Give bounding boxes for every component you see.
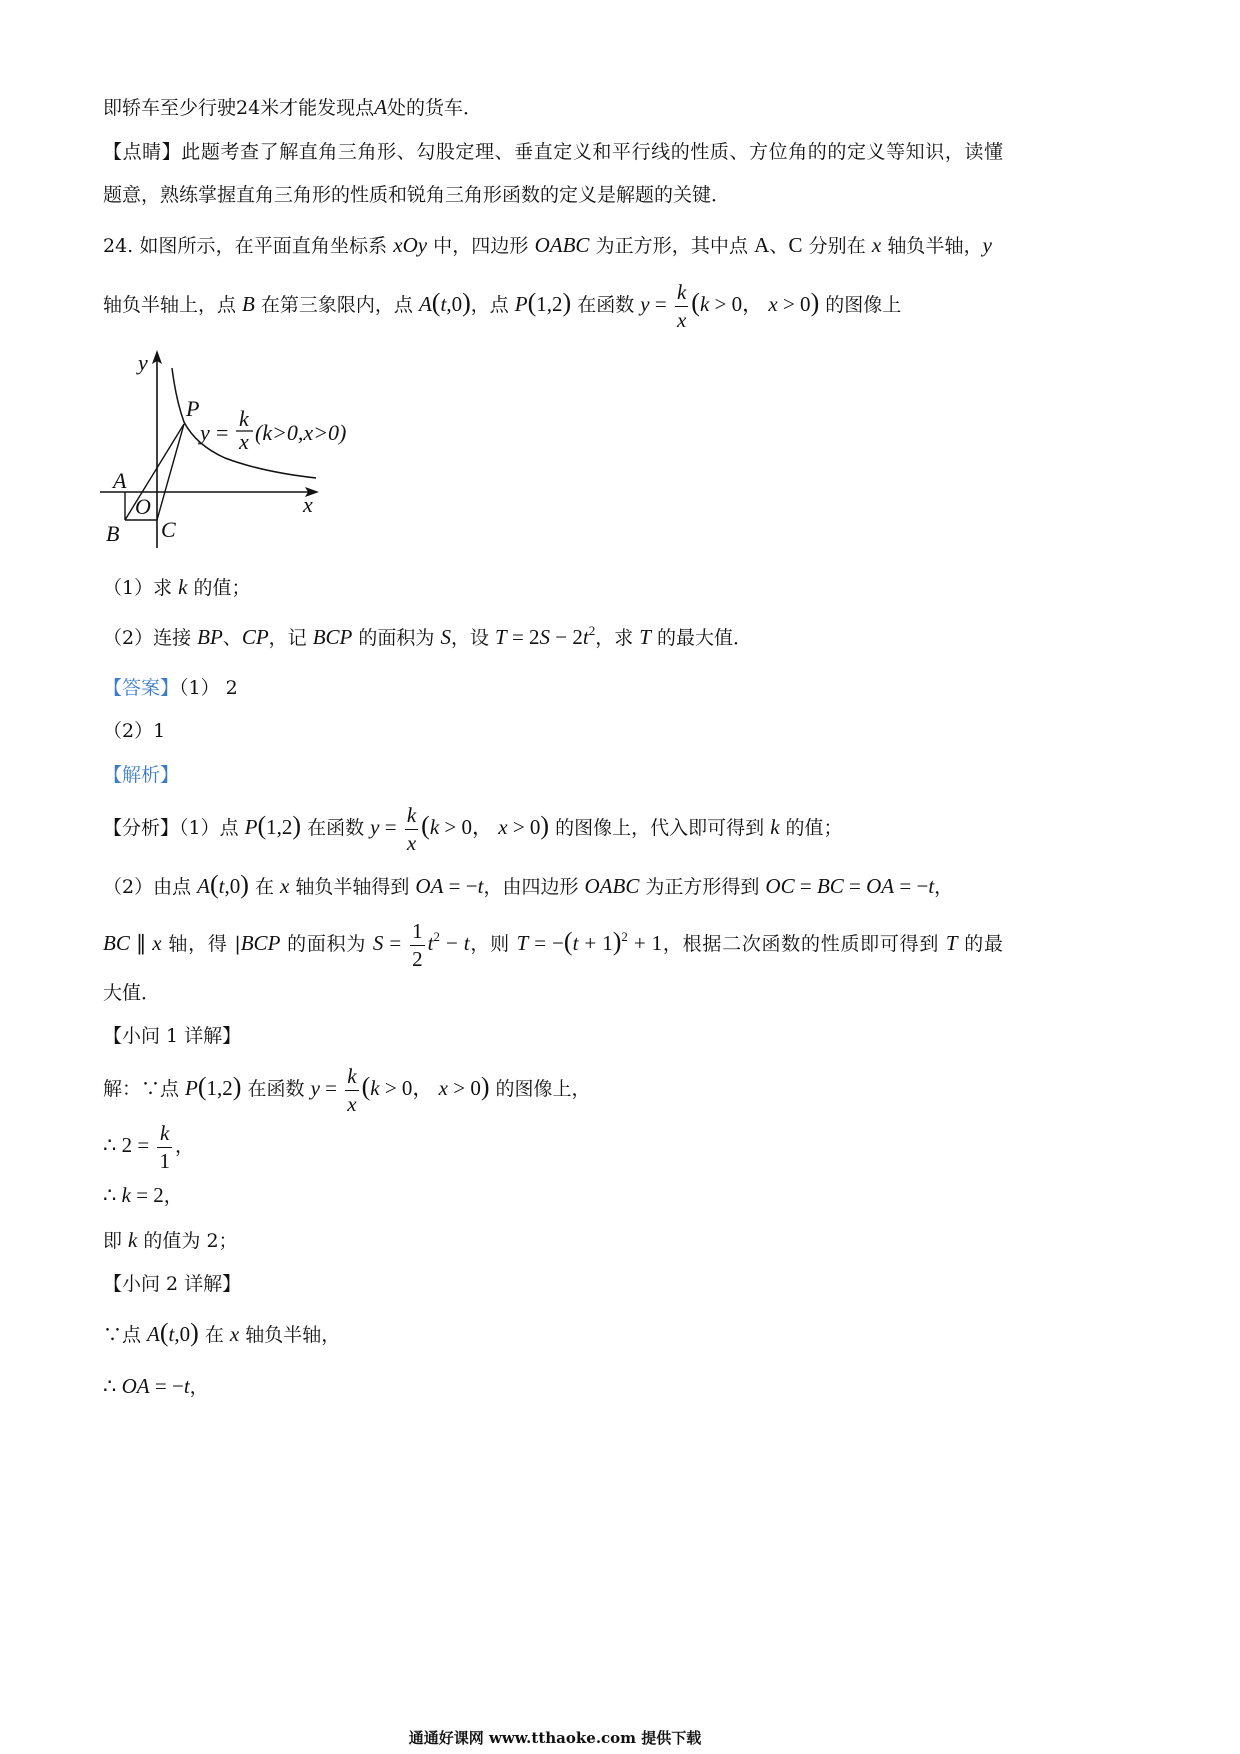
- text-run: 为正方形得到: [639, 876, 766, 898]
- math-text: ∴: [103, 1374, 122, 1398]
- math-symbol: S: [539, 625, 551, 649]
- text-run: 的值；: [187, 577, 251, 599]
- math-paren: ): [810, 288, 820, 317]
- label-point-b: B: [106, 521, 120, 546]
- question-24-stem-line-2: [103, 273, 901, 333]
- superscript: 2: [588, 623, 596, 638]
- detail-2-heading: [103, 1269, 241, 1299]
- text-run: 的最: [957, 933, 1004, 955]
- analysis-part-2-line-2: [103, 912, 1003, 972]
- label-y-axis: y: [138, 350, 148, 375]
- math-symbol: t: [440, 292, 447, 316]
- math-symbol: BC: [816, 874, 844, 898]
- text-run: ，点: [470, 294, 515, 316]
- superscript: 2: [621, 929, 628, 944]
- math-paren: ): [232, 1072, 242, 1101]
- math-text: ,0: [224, 874, 241, 898]
- fraction-denominator: 2: [412, 946, 423, 971]
- fraction-numerator: k: [157, 1123, 172, 1148]
- math-symbol: t: [183, 1374, 190, 1398]
- text-run: ，: [174, 1135, 194, 1157]
- math-symbol: A: [197, 874, 210, 898]
- text-run: 【分析】（1）点: [103, 817, 245, 839]
- footer-watermark: 通通好课网 www.tthaoke.com 提供下载: [408, 1729, 702, 1747]
- math-symbol: T: [945, 931, 958, 955]
- math-symbol: P: [244, 815, 258, 839]
- text-run: 在第三象限内，点: [254, 294, 419, 316]
- text-run: （2）连接: [103, 627, 198, 649]
- fraction: [405, 802, 418, 855]
- math-paren: (: [159, 1318, 169, 1347]
- math-symbol: x: [768, 292, 778, 316]
- text-run: 的图像上，代入即可得到: [549, 817, 771, 839]
- math-symbol: x: [229, 1322, 240, 1346]
- section-tag: 【答案】: [103, 677, 180, 699]
- segment-bp: [125, 424, 184, 520]
- text-run: 在函数: [571, 294, 641, 316]
- fraction-denominator: x: [676, 307, 687, 332]
- comment-dianjing-line-2: [103, 180, 730, 210]
- text-run: 【小问 2 详解】: [103, 1273, 242, 1295]
- text-run: 在函数: [301, 817, 371, 839]
- label-x-axis: x: [303, 492, 313, 517]
- math-symbol: y: [982, 233, 992, 257]
- text-run: （1）求: [103, 577, 179, 599]
- math-symbol: S: [372, 931, 384, 955]
- function-label-y: y: [200, 420, 210, 445]
- text-run: 在: [248, 876, 280, 898]
- math-paren: ): [292, 811, 302, 840]
- fraction-numerator: k: [675, 282, 688, 307]
- math-text: = −: [528, 931, 564, 955]
- superscript: 2: [433, 929, 440, 944]
- math-symbol: t: [582, 625, 589, 649]
- text-run: ，根据二次函数的性质即可得到: [662, 933, 946, 955]
- comment-dianjing-line-1: [103, 137, 1003, 167]
- math-symbol: t: [168, 1322, 175, 1346]
- text-run: 即轿车至少行驶24米才能发现点: [103, 97, 375, 119]
- math-symbol: y: [640, 292, 650, 316]
- fraction-numerator: 1: [410, 921, 425, 946]
- math-symbol: A: [418, 292, 432, 316]
- fraction: [345, 1063, 358, 1116]
- detail-1-conclusion: [103, 1225, 238, 1255]
- math-text: 1,2: [536, 292, 563, 316]
- math-symbol: OA: [866, 874, 895, 898]
- text-run: 轴负半轴得到: [289, 876, 416, 898]
- text-run: 的值为 2；: [137, 1230, 238, 1252]
- text-run: （2）1: [103, 720, 166, 742]
- math-symbol: x: [152, 931, 162, 955]
- fraction-denominator: 1: [159, 1148, 170, 1173]
- math-text: > 0: [777, 292, 811, 316]
- math-symbol: k: [699, 292, 710, 316]
- label-point-p: P: [186, 396, 200, 421]
- text-run: 题意，熟练掌握直角三角形的性质和锐角三角形函数的定义是解题的关键．: [103, 184, 731, 206]
- math-text: = −: [443, 874, 478, 898]
- text-run: ，求: [595, 627, 640, 649]
- math-paren: (: [431, 288, 441, 317]
- text-run: 解：∵点: [103, 1078, 186, 1100]
- detail-1-step-3: [103, 1180, 183, 1210]
- text-run: 处的货车．: [387, 97, 483, 119]
- text-run: ，: [189, 1376, 209, 1398]
- math-symbol: t: [928, 874, 935, 898]
- text-run: 在: [198, 1324, 230, 1346]
- math-text: =: [794, 874, 817, 898]
- text-run: 的图像上: [819, 294, 902, 316]
- math-symbol: k: [121, 1183, 131, 1207]
- math-symbol: BCP: [240, 931, 281, 955]
- analysis-part-1: [103, 796, 843, 856]
- fraction-numerator: k: [405, 805, 418, 830]
- math-symbol: y: [370, 815, 380, 839]
- math-text: =: [383, 931, 408, 955]
- function-label-numerator: k: [239, 406, 249, 431]
- text-run: 的面积为: [280, 933, 373, 955]
- math-text: > 0，: [709, 292, 769, 316]
- math-text: A: [754, 233, 770, 257]
- math-paren: (: [197, 1072, 207, 1101]
- math-text: = −: [894, 874, 929, 898]
- previous-answer-conclusion: [103, 92, 482, 122]
- text-run: 大值．: [103, 982, 161, 1004]
- section-tag: 【解析】: [103, 764, 180, 786]
- math-symbol: OA: [121, 1374, 150, 1398]
- text-run: 为正方形，其中点: [589, 235, 755, 257]
- answer-line-1: [103, 673, 238, 703]
- text-run: （2）由点: [103, 876, 198, 898]
- math-text: −: [439, 931, 464, 955]
- text-run: ∵点: [103, 1324, 148, 1346]
- math-symbol: BC: [103, 931, 130, 955]
- math-paren: (: [563, 927, 573, 956]
- fraction-denominator: x: [406, 830, 417, 855]
- math-symbol: k: [178, 575, 188, 599]
- math-text: ∥: [129, 931, 153, 955]
- text-run: 在函数: [241, 1078, 311, 1100]
- math-paren: (: [691, 288, 700, 317]
- math-text: = 2: [506, 625, 540, 649]
- math-paren: ): [190, 1318, 199, 1347]
- math-symbol: BP: [197, 625, 223, 649]
- label-point-a: A: [113, 468, 127, 493]
- math-symbol: y: [310, 1076, 320, 1100]
- fraction: [157, 1120, 172, 1173]
- question-part-1: [103, 572, 251, 602]
- function-label-denominator: x: [239, 429, 249, 454]
- detail-1-heading: [103, 1021, 241, 1051]
- math-paren: (: [421, 811, 430, 840]
- math-text: > 0: [507, 815, 541, 839]
- text-run: 轴负半轴，: [881, 235, 983, 257]
- math-paren: ): [612, 927, 622, 956]
- math-symbol: OC: [765, 874, 795, 898]
- label-point-c: C: [161, 517, 176, 542]
- math-symbol: OABC: [534, 233, 590, 257]
- text-run: 轴负半轴上，点: [103, 294, 243, 316]
- math-symbol: T: [495, 625, 507, 649]
- answer-line-2: [103, 716, 165, 746]
- math-text: ∴ 2 =: [103, 1133, 155, 1157]
- math-paren: (: [361, 1072, 371, 1101]
- fraction: [410, 918, 425, 971]
- math-paren: ): [480, 1072, 490, 1101]
- math-text: + 1: [627, 931, 663, 955]
- math-symbol: B: [242, 292, 255, 316]
- math-paren: (: [257, 811, 267, 840]
- analysis-part-2-line-3: [103, 978, 160, 1008]
- math-symbol: xOy: [393, 233, 428, 257]
- math-symbol: P: [185, 1076, 198, 1100]
- math-text: > 0，: [379, 1076, 439, 1100]
- text-run: 轴，得 |: [161, 933, 241, 955]
- text-run: 中，四边形: [427, 235, 535, 257]
- math-text: ,0: [174, 1322, 191, 1346]
- math-symbol: BCP: [312, 625, 353, 649]
- math-text: > 0，: [439, 815, 499, 839]
- math-symbol: OA: [415, 874, 444, 898]
- math-text: =: [843, 874, 867, 898]
- math-symbol: T: [516, 931, 529, 955]
- math-symbol: k: [370, 1076, 380, 1100]
- text-run: 、: [222, 627, 242, 649]
- math-paren: ): [562, 288, 572, 317]
- math-text: > 0: [447, 1076, 481, 1100]
- text-run: 【点睛】此题考查了解直角三角形、勾股定理、垂直定义和平行线的性质、方位角的的定义等知识，读懂: [103, 141, 1003, 163]
- text-run: ，设: [450, 627, 496, 649]
- text-run: 【小问 1 详解】: [103, 1025, 242, 1047]
- math-symbol: x: [280, 874, 290, 898]
- math-symbol: t: [463, 931, 470, 955]
- math-text: C: [788, 233, 803, 257]
- math-symbol: S: [440, 625, 451, 649]
- text-run: 即: [103, 1230, 129, 1252]
- math-symbol: x: [438, 1076, 448, 1100]
- detail-2-step-1: [103, 1318, 340, 1348]
- function-label-equals: =: [216, 420, 229, 445]
- coordinate-figure: [95, 345, 370, 560]
- fraction: [675, 279, 688, 332]
- math-text: ,0: [446, 292, 463, 316]
- text-run: ，: [934, 876, 954, 898]
- math-text: =: [319, 1076, 343, 1100]
- fraction-denominator: x: [347, 1091, 357, 1116]
- math-text: =: [379, 815, 402, 839]
- segment-cp: [157, 424, 184, 520]
- math-symbol: k: [429, 815, 440, 839]
- math-symbol: t: [427, 931, 434, 955]
- math-symbol: A: [374, 95, 388, 119]
- function-label-condition: (k>0,x>0): [255, 420, 347, 445]
- text-run: 分别在: [802, 235, 872, 257]
- math-paren: ): [462, 288, 471, 317]
- math-text: = 2: [130, 1183, 164, 1207]
- math-symbol: P: [514, 292, 528, 316]
- question-part-2: [103, 622, 752, 652]
- math-symbol: T: [639, 625, 651, 649]
- text-run: ，由四边形: [483, 876, 585, 898]
- math-symbol: A: [147, 1322, 160, 1346]
- math-symbol: x: [871, 233, 882, 257]
- math-symbol: t: [477, 874, 484, 898]
- text-run: （1） 2: [179, 677, 238, 699]
- math-paren: (: [527, 288, 537, 317]
- text-run: 的面积为: [352, 627, 441, 649]
- math-symbol: k: [128, 1228, 138, 1252]
- math-text: − 2: [550, 625, 583, 649]
- text-run: 的最大值．: [650, 627, 753, 649]
- math-text: =: [649, 292, 672, 316]
- fraction-numerator: k: [345, 1066, 358, 1091]
- math-symbol: t: [218, 874, 225, 898]
- text-run: ，记: [268, 627, 313, 649]
- math-text: 1,2: [206, 1076, 233, 1100]
- detail-1-step-2: [103, 1115, 194, 1175]
- math-paren: ): [240, 870, 249, 899]
- question-24-stem-line-1: [103, 230, 992, 260]
- math-symbol: CP: [241, 625, 269, 649]
- text-run: 24. 如图所示，在平面直角坐标系: [103, 235, 394, 257]
- math-symbol: x: [498, 815, 508, 839]
- math-text: ∴: [103, 1183, 122, 1207]
- text-run: 的图像上，: [489, 1078, 591, 1100]
- text-run: ，则: [469, 933, 517, 955]
- text-run: 轴负半轴，: [239, 1324, 341, 1346]
- math-paren: ): [540, 811, 550, 840]
- solution-heading: [103, 760, 179, 790]
- math-text: + 1: [578, 931, 613, 955]
- text-run: ，: [163, 1185, 183, 1207]
- text-run: 的值；: [779, 817, 843, 839]
- math-text: = −: [149, 1374, 184, 1398]
- detail-2-step-2: [103, 1371, 209, 1401]
- detail-1-step-1: [103, 1057, 591, 1117]
- text-run: 、: [769, 235, 789, 257]
- math-symbol: OABC: [584, 874, 640, 898]
- math-symbol: k: [770, 815, 780, 839]
- math-paren: (: [209, 870, 219, 899]
- analysis-part-2-line-1: [103, 870, 953, 900]
- math-text: 1,2: [266, 815, 293, 839]
- label-point-o: O: [135, 494, 151, 519]
- math-symbol: t: [572, 931, 579, 955]
